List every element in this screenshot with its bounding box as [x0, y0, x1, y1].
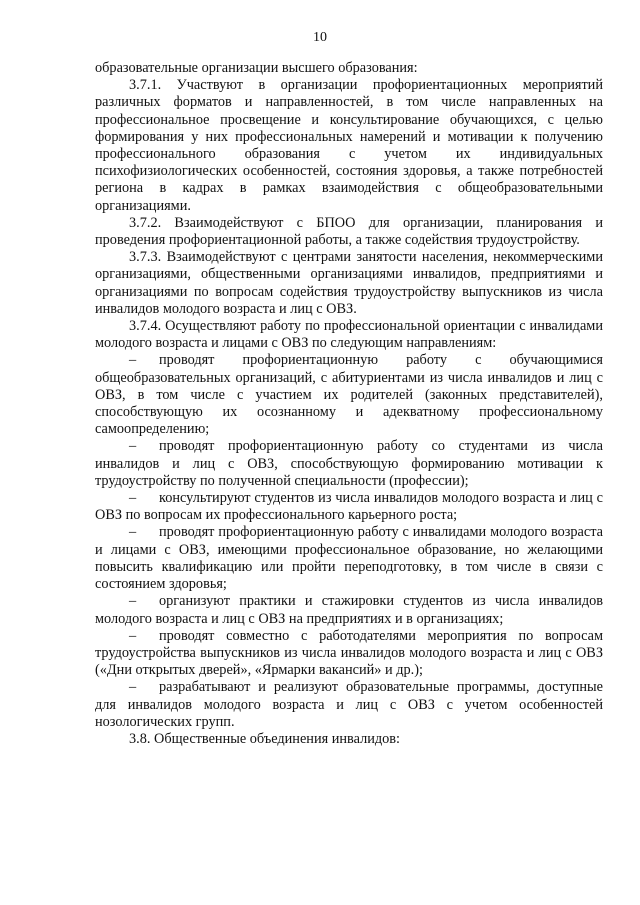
list-item-text: проводят профориентационную работу со студентами из числа инвалидов и лиц с ОВЗ, способствующую формированию мотивации к трудоустройству по полученной специальности (профессии);	[95, 438, 603, 489]
paragraph-continuation: образовательные организации высшего образования:	[95, 60, 418, 76]
dash-marker: –	[129, 490, 137, 507]
paragraph-3-7-3: 3.7.3. Взаимодействуют с центрами занятости населения, некоммерческими организациями, общественными организациями инвалидов, предприятиями и организациями по вопросам содействия трудоустройству выпускников из числа инвалидов молодого возраста и лиц с ОВЗ.	[95, 249, 603, 317]
paragraph-3-7-1: 3.7.1. Участвуют в организации профориентационных мероприятий различных форматов и направленностей, в том числе направленных на профессиональное просвещение и консультирование обучающихся, с целью формирования у них профессиональных намерений и мотивации к получению профессионального образования с учетом их индивидуальных психофизиологических особенностей, состояния здоровья, а также потребностей региона в кадрах в рамках взаимодействия с общеобразовательными организациями.	[95, 77, 603, 214]
page-number: 10	[313, 30, 327, 45]
list-item	[95, 490, 603, 524]
dash-marker: –	[129, 524, 137, 541]
list-item	[95, 438, 603, 490]
list-item-text: разрабатывают и реализуют образовательные программы, доступные для инвалидов молодого возраста и лиц с ОВЗ с учетом особенностей нозологических групп.	[95, 679, 603, 730]
dash-marker: –	[129, 627, 137, 644]
paragraph-3-7-2: 3.7.2. Взаимодействуют с БПОО для организации, планирования и проведения профориентационной работы, а также содействия трудоустройству.	[95, 214, 603, 249]
dash-marker: –	[129, 679, 137, 696]
list-item-text: проводят совместно с работодателями мероприятия по вопросам трудоустройства выпускников из числа инвалидов молодого возраста и лиц с ОВЗ («Дни открытых дверей», «Ярмарки вакансий» и др.);	[95, 627, 603, 679]
list-item-text: организуют практики и стажировки студентов из числа инвалидов молодого возраста и лиц с ОВЗ на предприятиях и в организациях;	[95, 593, 603, 627]
list-item-text: консультируют студентов из числа инвалидов молодого возраста и лиц с ОВЗ по вопросам их профессионального карьерного роста;	[95, 490, 603, 524]
list-item	[95, 524, 603, 593]
list-item	[95, 593, 603, 627]
dash-marker: –	[129, 438, 137, 455]
section-heading-3-8: 3.8. Общественные объединения инвалидов:	[129, 730, 401, 747]
dash-marker: –	[129, 352, 137, 369]
list-item	[95, 679, 603, 731]
list-item-text: проводят профориентационную работу с обучающимися общеобразовательных организаций, с абитуриентами из числа инвалидов и лиц с ОВЗ, в том числе с участием их родителей (законных представителей), способствующую их осознанному и адекватному профессиональному самоопределению;	[95, 352, 603, 438]
document-body	[95, 60, 603, 748]
paragraph-3-7-4: 3.7.4. Осуществляют работу по профессиональной ориентации с инвалидами молодого возраста и лицами с ОВЗ по следующим направлениям:	[95, 318, 603, 352]
list-item-text: проводят профориентационную работу с инвалидами молодого возраста и лицами с ОВЗ, имеющими профессиональное образование, но желающими повысить квалификацию или пройти переподготовку, в том числе в связи с состоянием здоровья;	[95, 524, 603, 593]
dash-marker: –	[129, 593, 137, 610]
list-item	[95, 352, 603, 438]
list-item	[95, 628, 603, 680]
